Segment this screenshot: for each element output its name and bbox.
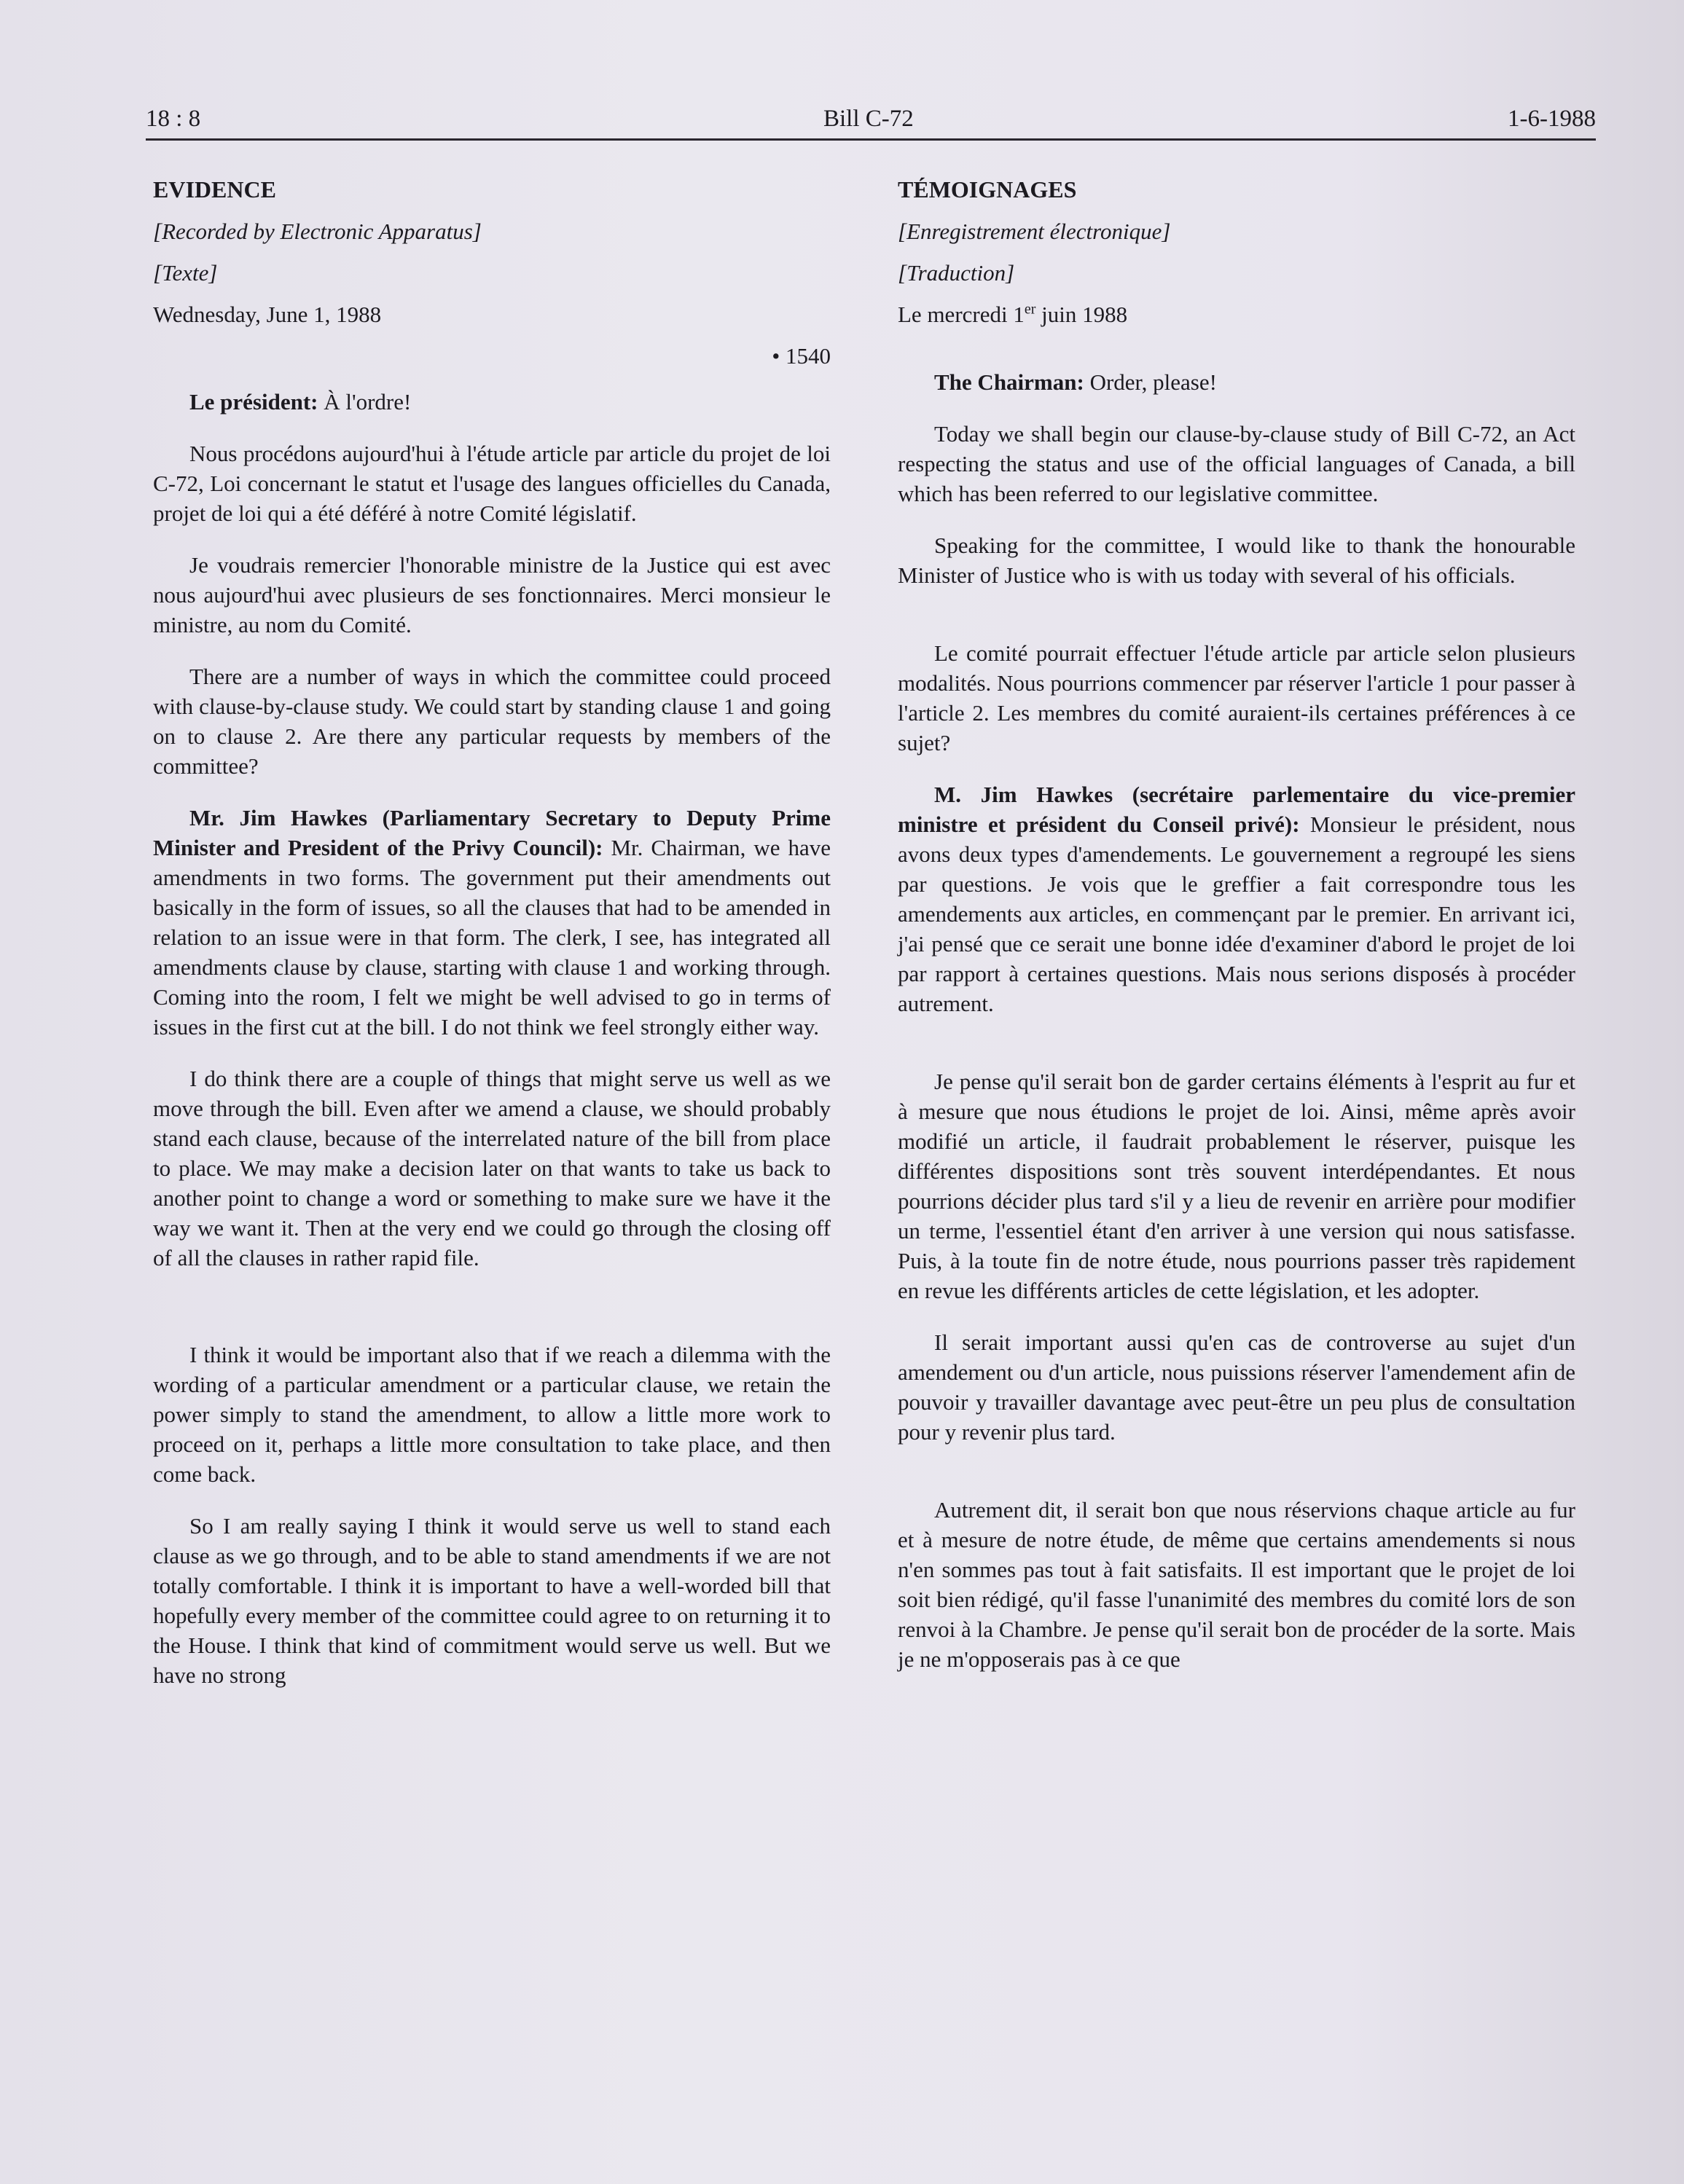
speaker-name: The Chairman: (934, 369, 1084, 395)
section-heading: TÉMOIGNAGES (898, 176, 1077, 203)
recorded-note: [Enregistrement électronique] (898, 219, 1171, 244)
paragraph (898, 367, 1575, 397)
paragraph: Le comité pourrait effectuer l'étude article par article selon plusieurs modalités. Nous pourrions commencer par réserver l'article 1 pour passer à l'article 2. Les membres du comité auraient-ils certaines préférences à ce sujet? (898, 640, 1575, 755)
session-date: Wednesday, June 1, 1988 (153, 302, 382, 327)
french-column (898, 175, 1575, 1696)
paragraph: Je pense qu'il serait bon de garder certains éléments à l'esprit au fur et à mesure que nous étudions le projet de loi. Ainsi, même après avoir modifié un article, il faudrait probablement le réserver, puisque les différentes dispositions sont très souvent interdépendantes. Et nous pourrions décider plus tard s'il y a lieu de revenir en arrière pour modifier un terme, l'essentiel étant d'en arriver à une version qui nous satisfasse. Puis, à la toute fin de notre étude, nous pourrions passer très rapidement en revue les différents articles de cette législation, et les adopter. (898, 1069, 1575, 1303)
speaker-name: Mr. Jim Hawkes (Parliamentary Secretary to Deputy Prime Minister and President of the Privy Council): (153, 805, 831, 860)
speaker-name: Le président: (189, 389, 318, 415)
paragraph: So I am really saying I think it would serve us well to stand each clause as we go through, and to be able to stand amendments if we are not totally comfortable. I think it is important to have a well-worded bill that hopefully every member of the committee could agree to on returning it to the House. I think that kind of commitment would serve us well. But we have no strong (153, 1513, 831, 1688)
paragraph: Nous procédons aujourd'hui à l'étude article par article du projet de loi C-72, Loi concernant le statut et l'usage des langues officielles du Canada, projet de loi qui a été déféré à notre Comité législatif. (153, 441, 831, 526)
paragraph: Today we shall begin our clause-by-clause study of Bill C-72, an Act respecting the status and use of the official languages of Canada, a bill which has been referred to our legislative committee. (898, 421, 1575, 506)
paragraph (153, 387, 831, 417)
page-number: 18 : 8 (146, 106, 201, 132)
time-stamp: • 1540 (772, 343, 831, 369)
session-date: Le mercredi 1er juin 1988 (898, 301, 1128, 327)
paragraph: Il serait important aussi qu'en cas de controverse au sujet d'un amendement ou d'un article, nous puissions réserver l'amendement afin de pouvoir y travailler davantage avec peut-être un peu plus de consultation pour y revenir plus tard. (898, 1329, 1575, 1445)
translation-note: [Traduction] (898, 260, 1015, 286)
speech-text: Mr. Chairman, we have amendments in two forms. The government put their amendments out basically in the form of issues, so all the clauses that had to be amended in relation to an issue were in that form. The clerk, I see, has integrated all amendments clause by clause, starting with clause 1 and working through. Coming into the room, I felt we might be well advised to go in terms of issues in the first cut at the bill. I do not think we feel strongly either way. (153, 835, 831, 1040)
paragraph (898, 779, 1575, 1018)
section-heading: EVIDENCE (153, 176, 276, 203)
text-note: [Texte] (153, 260, 218, 286)
bill-title: Bill C-72 (823, 106, 914, 132)
paragraph: I do think there are a couple of things that might serve us well as we move through the bill. Even after we amend a clause, we should probably stand each clause, because of the interrelated nature of the bill from place to place. We may make a decision later on that wants to take us back to another point to change a word or something to make sure we have it the way we want it. Then at the very end we could go through the closing off of all the clauses in rather rapid file. (153, 1066, 831, 1270)
paragraph (153, 803, 831, 1042)
speech-text: À l'ordre! (318, 389, 412, 415)
paragraph: There are a number of ways in which the committee could proceed with clause-by-clause study. We could start by standing clause 1 and going on to clause 2. Are there any particular requests by members of the committee? (153, 664, 831, 779)
header-date: 1-6-1988 (1508, 106, 1596, 132)
paragraph: Autrement dit, il serait bon que nous réservions chaque article au fur et à mesure de notre étude, de même que certains amendements si nous n'en sommes pas tout à fait satisfaits. Il est important que le projet de loi soit bien rédigé, qu'il fasse l'unanimité des membres du comité lors de son renvoi à la Chambre. Je pense qu'il serait bon de procéder de la sorte. Mais je ne m'opposerais pas à ce que (898, 1497, 1575, 1672)
page-header (146, 101, 1596, 141)
english-column (153, 175, 831, 1712)
speech-text: Monsieur le président, nous avons deux types d'amendements. Le gouvernement a regroupé les siens par questions. Je vois que le greffier a fait correspondre tous les amendements aux articles, en commençant par le premier. En arrivant ici, j'ai pensé que ce serait une bonne idée d'examiner d'abord le projet de loi par rapport à certaines questions. Mais nous serions disposés à procéder autrement. (898, 812, 1575, 1016)
speaker-name: M. Jim Hawkes (secrétaire parlementaire du vice-premier ministre et président du Conseil privé): (898, 782, 1575, 837)
paragraph: I think it would be important also that if we reach a dilemma with the wording of a particular amendment or a particular clause, we retain the power simply to stand the amendment, to allow a little more work to proceed on it, perhaps a little more consultation to take place, and then come back. (153, 1342, 831, 1487)
paragraph: Je voudrais remercier l'honorable ministre de la Justice qui est avec nous aujourd'hui avec plusieurs de ses fonctionnaires. Merci monsieur le ministre, au nom du Comité. (153, 552, 831, 637)
paragraph: Speaking for the committee, I would like to thank the honourable Minister of Justice who is with us today with several of his officials. (898, 533, 1575, 588)
recorded-note: [Recorded by Electronic Apparatus] (153, 219, 482, 244)
speech-text: Order, please! (1084, 369, 1217, 395)
